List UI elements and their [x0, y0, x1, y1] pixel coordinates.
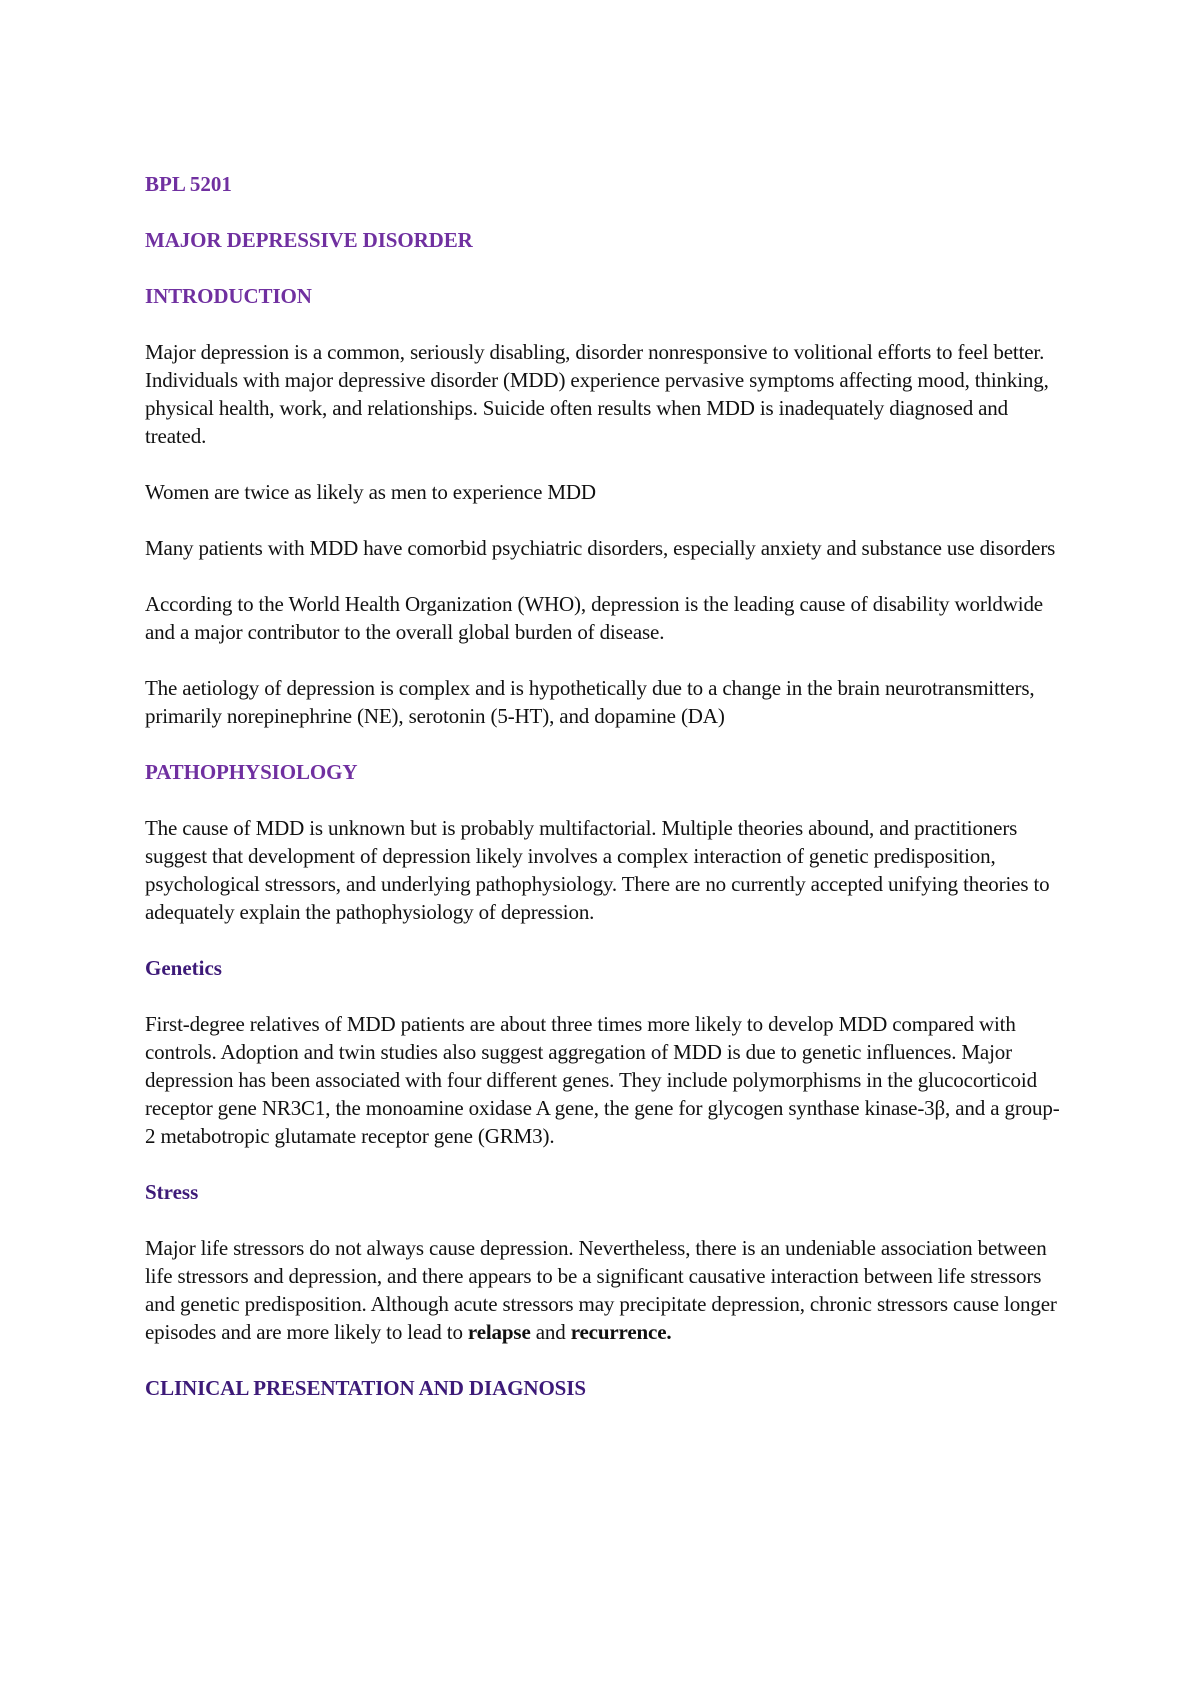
- heading-genetics: Genetics: [145, 956, 222, 980]
- genetics-paragraph: First-degree relatives of MDD patients are about three times more likely to develop MDD compared with controls. Adoption and twin studies also suggest aggregation of MDD is due to genetic influences. Major depression has been associated with four different genes. They include polymorphisms in the glucocorticoid receptor gene NR3C1, the monoamine oxidase A gene, the gene for glycogen synthase kinase-3β, and a group-2 metabotropic glutamate receptor gene (GRM3).: [145, 1012, 1060, 1148]
- heading-stress: Stress: [145, 1180, 199, 1204]
- stress-paragraph: [145, 1234, 1065, 1346]
- intro-paragraph-4: According to the World Health Organization (WHO), depression is the leading cause of disability worldwide and a major contributor to the overall global burden of disease.: [145, 592, 1043, 644]
- document-title: MAJOR DEPRESSIVE DISORDER: [145, 228, 473, 252]
- document-page: [145, 170, 1065, 1430]
- intro-paragraph-1: Major depression is a common, seriously disabling, disorder nonresponsive to volitional efforts to feel better. Individuals with major depressive disorder (MDD) experience pervasive symptoms affecting mood, thinking, physical health, work, and relationships. Suicide often results when MDD is inadequately diagnosed and treated.: [145, 340, 1049, 448]
- course-code: BPL 5201: [145, 172, 232, 196]
- pathophysiology-paragraph: The cause of MDD is unknown but is probably multifactorial. Multiple theories abound, and practitioners suggest that development of depression likely involves a complex interaction of genetic predisposition, psychological stressors, and underlying pathophysiology. There are no currently accepted unifying theories to adequately explain the pathophysiology of depression.: [145, 816, 1050, 924]
- stress-term-relapse: relapse: [467, 1320, 531, 1344]
- heading-clinical-presentation: CLINICAL PRESENTATION AND DIAGNOSIS: [145, 1376, 586, 1400]
- stress-text-mid: and: [530, 1320, 571, 1344]
- stress-text-start: Major life stressors do not always cause depression. Nevertheless, there is an undeniable association between life stressors and depression, and there appears to be a significant causative interaction between life stressors and genetic predisposition. Although acute stressors may precipitate depression, chronic stressors cause longer episodes and are more likely to lead to: [145, 1236, 1057, 1344]
- heading-introduction: INTRODUCTION: [145, 284, 312, 308]
- intro-paragraph-2: Women are twice as likely as men to experience MDD: [145, 480, 596, 504]
- stress-term-recurrence: recurrence.: [570, 1320, 672, 1344]
- intro-paragraph-5: The aetiology of depression is complex and is hypothetically due to a change in the brain neurotransmitters, primarily norepinephrine (NE), serotonin (5-HT), and dopamine (DA): [145, 676, 1035, 728]
- intro-paragraph-3: Many patients with MDD have comorbid psychiatric disorders, especially anxiety and substance use disorders: [145, 536, 1056, 560]
- heading-pathophysiology: PATHOPHYSIOLOGY: [145, 760, 358, 784]
